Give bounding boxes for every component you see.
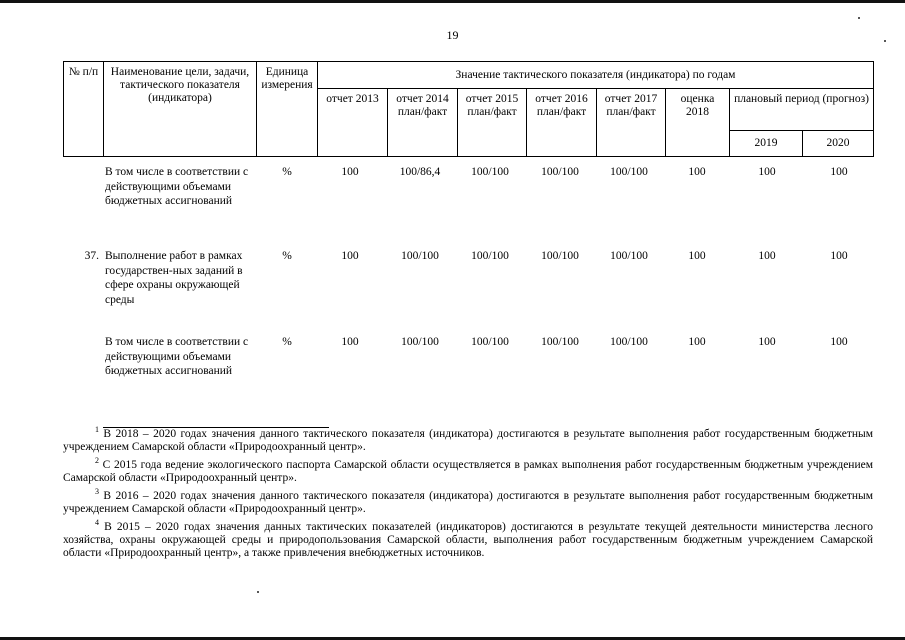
footnote-mark: 3 (95, 486, 99, 496)
row-value: 100/100 (541, 336, 579, 348)
header-col-2014: отчет 2014 план/факт (388, 89, 458, 157)
row-value: 100 (830, 250, 848, 262)
header-col-2020: 2020 (803, 131, 874, 157)
row-value: 100 (758, 250, 776, 262)
row-indicator-name: В том числе в соответствии с действующими объемами бюджетных ассигнований (105, 336, 249, 377)
row-value: 100 (830, 336, 848, 348)
header-unit: Единица измерения (257, 62, 318, 157)
footnote-mark: 4 (95, 517, 99, 527)
header-col-2013: отчет 2013 (318, 89, 388, 157)
header-num: № п/п (64, 62, 104, 157)
footnote (63, 425, 874, 454)
row-value: 100/100 (541, 166, 579, 178)
scan-speck (858, 17, 860, 19)
row-number: 37. (84, 250, 99, 262)
row-value: 100 (688, 166, 706, 178)
row-value: 100/86,4 (399, 166, 441, 178)
row-value: 100 (341, 336, 359, 348)
row-unit: % (282, 166, 292, 178)
row-value: 100 (688, 336, 706, 348)
header-col-2015: отчет 2015 план/факт (458, 89, 527, 157)
scan-speck (257, 591, 259, 593)
row-value: 100 (758, 166, 776, 178)
footnote-text: В 2016 – 2020 годах значения данного тактического показателя (индикатора) достигаются в результате выполнения работ государственным бюджетным учреждением Самарской области «Природоохранный центр». (63, 489, 874, 516)
row-value: 100/100 (610, 250, 648, 262)
header-values-title: Значение тактического показателя (индикатора) по годам (318, 62, 874, 89)
header-name: Наименование цели, задачи, тактического показателя (индикатора) (104, 62, 257, 157)
row-value: 100/100 (401, 336, 439, 348)
header-col-2016: отчет 2016 план/факт (527, 89, 597, 157)
footnote (63, 517, 874, 561)
footnote-text: В 2018 – 2020 годах значения данного тактического показателя (индикатора) достигаются в результате выполнения работ государственным бюджетным учреждением Самарской области «Природоохранный центр». (63, 428, 874, 454)
row-indicator-name: В том числе в соответствии с действующими объемами бюджетных ассигнований (105, 166, 249, 207)
row-value: 100/100 (541, 250, 579, 262)
footnote-text: С 2015 года ведение экологического паспорта Самарской области осуществляется в рамках выполнения работ государственным бюджетным учреждением Самарской области «Природоохранный центр». (63, 458, 873, 485)
row-value: 100/100 (471, 336, 509, 348)
header-planned-period: плановый период (прогноз) (730, 89, 874, 131)
row-value: 100/100 (610, 336, 648, 348)
row-value: 100/100 (610, 166, 648, 178)
page-number: 19 (446, 28, 459, 42)
row-unit: % (282, 336, 292, 348)
footnotes (63, 425, 874, 565)
row-value: 100/100 (471, 166, 509, 178)
header-col-2018: оценка 2018 (666, 89, 730, 157)
row-unit: % (282, 250, 292, 262)
header-col-2017: отчет 2017 план/факт (597, 89, 666, 157)
header-col-2019: 2019 (730, 131, 803, 157)
footnote-mark: 2 (95, 456, 99, 466)
footnote (63, 486, 874, 516)
indicator-table-header (63, 61, 874, 157)
footnote (63, 456, 873, 485)
footnote-mark: 1 (95, 425, 99, 435)
footnote-text: В 2015 – 2020 годах значения данных тактических показателей (индикаторов) достигаются в результате текущей деятельности министерства лесного хозяйства, охраны окружающей среды и природопользования Самарской области, выполнения работ государственным бюджетным учреждением Самарской области «Природоохранный центр», а также привлечения внебюджетных источников. (63, 520, 874, 560)
row-indicator-name: Выполнение работ в рамках государствен-ных заданий в сфере охраны окружающей среды (105, 250, 243, 306)
row-value: 100 (830, 166, 848, 178)
row-value: 100 (341, 250, 359, 262)
row-value: 100 (688, 250, 706, 262)
row-value: 100 (341, 166, 359, 178)
row-value: 100 (758, 336, 776, 348)
row-value: 100/100 (401, 250, 439, 262)
row-value: 100/100 (471, 250, 509, 262)
